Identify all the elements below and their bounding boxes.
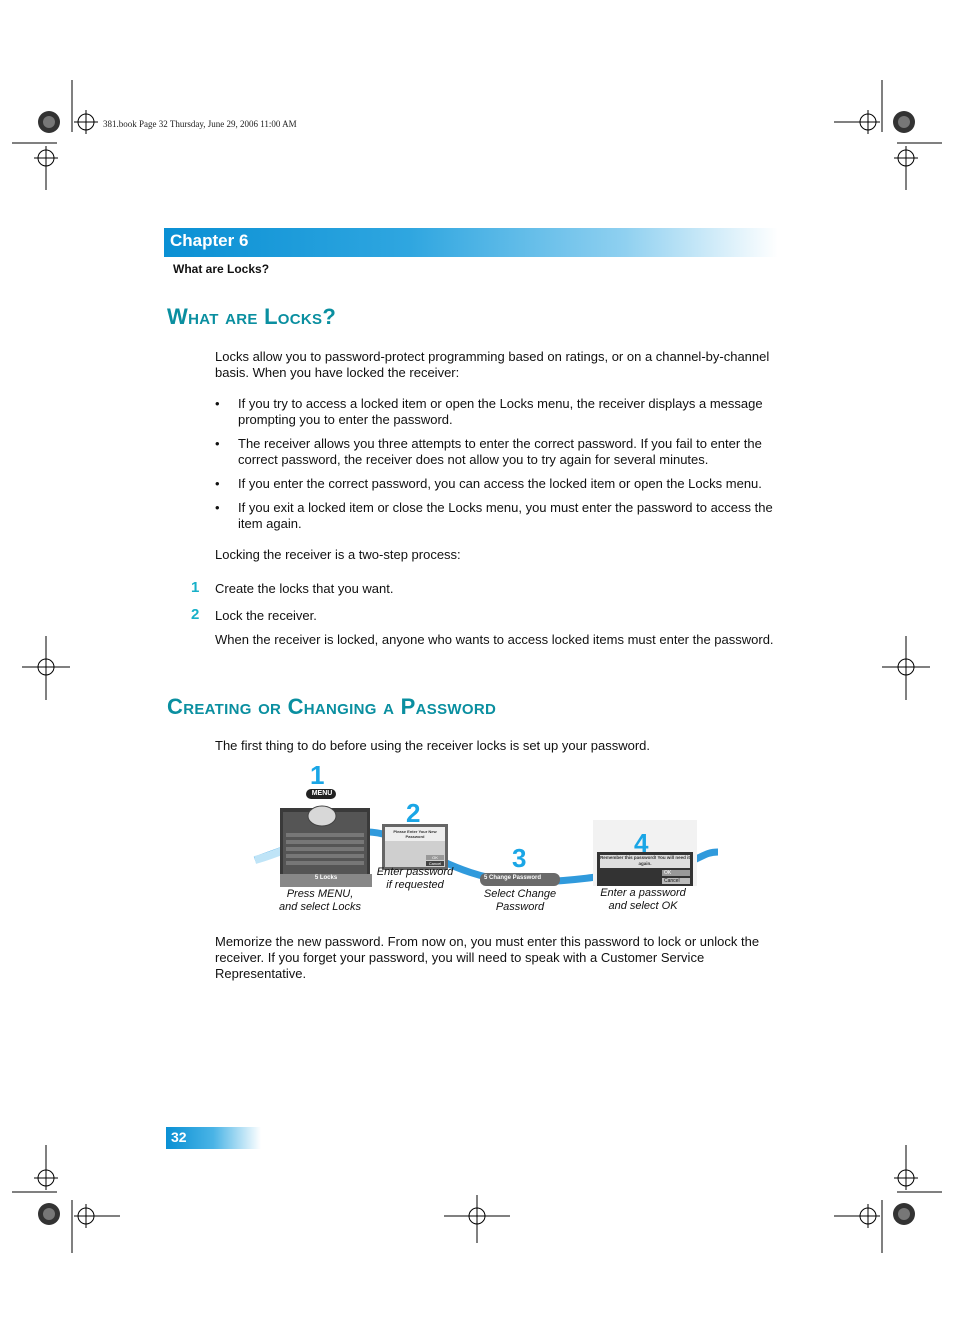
screen-label: Please Enter Your New Password — [393, 829, 437, 839]
after-steps: When the receiver is locked, anyone who wants to access locked items must enter the password. — [215, 632, 774, 647]
bullet-symbol: • — [215, 436, 220, 451]
section-title-what-are-locks: What are Locks? — [167, 304, 337, 329]
bullet-text: If you try to access a locked item or open the Locks menu, the receiver displays a message prompting you to enter the password. — [238, 396, 763, 427]
section2-intro: The first thing to do before using the receiver locks is set up your password. — [215, 738, 650, 753]
bullet-symbol: • — [215, 396, 220, 411]
crop-mark-bottom-center — [444, 1195, 514, 1245]
step-text: Lock the receiver. — [215, 608, 317, 623]
figure-step-number: 2 — [406, 798, 421, 828]
figure-caption: Enter password if requested — [376, 866, 454, 891]
figure-caption: Press MENU, and select Locks — [279, 888, 361, 913]
screen-cancel-button: Cancel — [664, 878, 680, 884]
figure-step-number: 1 — [310, 760, 325, 790]
screen-ok-button: OK — [432, 855, 438, 860]
bullet-text: If you enter the correct password, you can access the locked item or open the Locks menu. — [238, 476, 762, 491]
chapter-banner — [164, 228, 778, 257]
section2-outro: Memorize the new password. From now on, you must enter this password to lock or unlock the receiver. If you forget your password, you will need to speak with a Customer Service Representative. — [215, 934, 760, 981]
crop-mark-mid-left — [22, 636, 82, 701]
crop-mark-top-right — [822, 80, 947, 200]
bullet-symbol: • — [215, 476, 220, 491]
figure-step-number: 3 — [512, 843, 527, 873]
crop-mark-bottom-right — [822, 1145, 947, 1255]
process-intro: Locking the receiver is a two-step process: — [215, 547, 461, 562]
figure-step-number: 4 — [634, 828, 649, 858]
step-number: 2 — [191, 606, 200, 623]
section-title-creating-password: Creating or Changing a Password — [167, 694, 497, 719]
screen-label: 5 Locks — [314, 875, 338, 881]
screen-label: Remember this password! You will need it again. — [600, 855, 690, 866]
screen-ok-button: OK — [664, 870, 672, 876]
menu-button-label: MENU — [311, 790, 333, 797]
crop-mark-mid-right — [880, 636, 940, 701]
page-number: 32 — [171, 1129, 187, 1145]
print-header: 381.book Page 32 Thursday, June 29, 2006 11:00 AM — [103, 119, 297, 129]
screen-label: 5 Change Password — [484, 875, 542, 881]
step-number: 1 — [191, 579, 200, 596]
password-steps-figure — [250, 760, 730, 920]
bullet-text: The receiver allows you three attempts to enter the correct password. If you fail to enter the correct password, the receiver does not allow you to try again for several minutes. — [238, 436, 762, 467]
bullet-symbol: • — [215, 500, 220, 515]
crop-mark-top-left — [12, 80, 132, 200]
chapter-label: Chapter 6 — [170, 231, 249, 250]
crop-mark-bottom-left — [12, 1145, 132, 1255]
running-head: What are Locks? — [173, 262, 270, 276]
step-text: Create the locks that you want. — [215, 581, 394, 596]
screen-cancel-button: Cancel — [428, 861, 442, 866]
figure-caption: Enter a password and select OK — [600, 887, 686, 912]
figure-caption: Select Change Password — [483, 888, 557, 913]
section1-intro: Locks allow you to password-protect programming based on ratings, or on a channel-by-channel basis. When you have locked the receiver: — [215, 349, 770, 380]
bullet-text: If you exit a locked item or close the Locks menu, you must enter the password to access the item again. — [238, 500, 773, 531]
